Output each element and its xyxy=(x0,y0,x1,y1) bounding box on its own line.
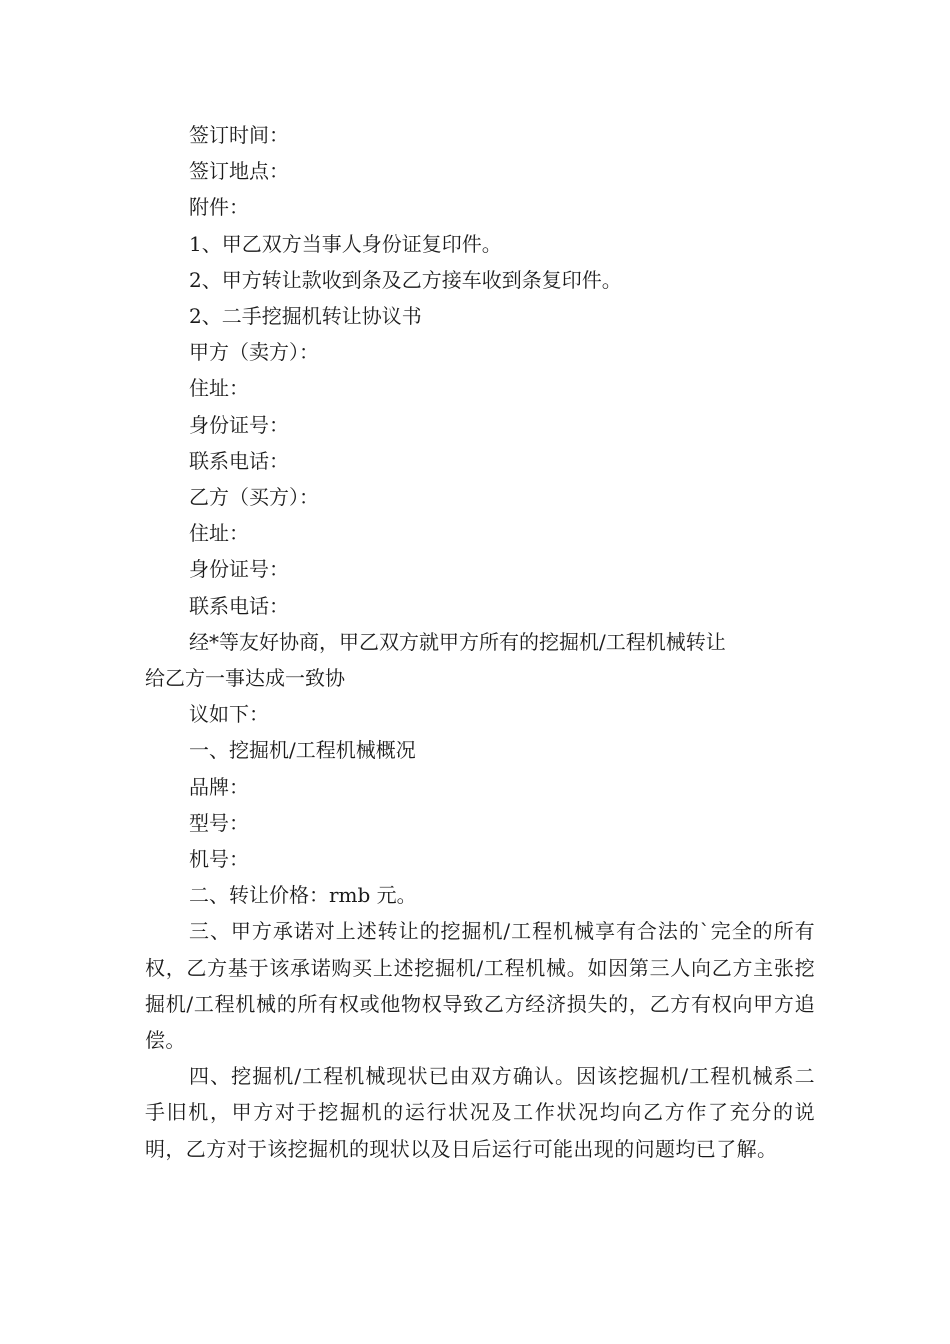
negotiation-line-1: 经*等友好协商，甲乙双方就甲方所有的挖掘机/工程机械转让 xyxy=(189,629,726,654)
party-b-label: 乙方（买方）： xyxy=(189,485,319,510)
signing-time-label: 签订时间： xyxy=(189,123,289,147)
section-2-price: 二、转让价格：rmb 元。 xyxy=(189,883,417,908)
machine-number-label: 机号： xyxy=(189,847,249,872)
signing-place-label: 签订地点： xyxy=(189,159,289,184)
party-a-address-label: 住址： xyxy=(189,376,249,401)
attachment-item-2: 2、甲方转让款收到条及乙方接车收到条复印件。 xyxy=(189,267,622,292)
section-4-paragraph: 四、挖掘机/工程机械现状已由双方确认。因该挖掘机/工程机械系二手旧机，甲方对于挖掘机的运行状况及工作状况均向乙方作了充分的说明，乙方对于该挖掘机的现状以及日后运行可能出现的问题均已了解。 xyxy=(145,1064,815,1161)
agree-as-follows: 议如下： xyxy=(189,702,269,727)
brand-label: 品牌： xyxy=(189,774,249,799)
model-label: 型号： xyxy=(189,810,249,835)
party-a-label: 甲方（卖方）： xyxy=(189,340,319,365)
section-1-title: 一、挖掘机/工程机械概况 xyxy=(189,738,416,763)
party-a-phone-label: 联系电话： xyxy=(189,448,289,473)
section-3-paragraph: 三、甲方承诺对上述转让的挖掘机/工程机械享有合法的`完全的所有权，乙方基于该承诺购买上述挖掘机/工程机械。如因第三人向乙方主张挖掘机/工程机械的所有权或他物权导致乙方经济损失的，乙方有权向甲方追偿。 xyxy=(145,919,815,1053)
party-a-id-label: 身份证号： xyxy=(189,412,289,437)
attachments-label: 附件： xyxy=(189,195,249,220)
party-b-address-label: 住址： xyxy=(189,521,249,546)
negotiation-line-2: 给乙方一事达成一致协 xyxy=(145,666,345,691)
document-body xyxy=(145,117,815,1167)
negotiation-paragraph xyxy=(145,624,815,696)
attachment-item-1: 1、甲乙双方当事人身份证复印件。 xyxy=(189,231,502,256)
agreement-title: 2、二手挖掘机转让协议书 xyxy=(189,304,422,329)
party-b-id-label: 身份证号： xyxy=(189,557,289,582)
party-b-phone-label: 联系电话： xyxy=(189,593,289,618)
